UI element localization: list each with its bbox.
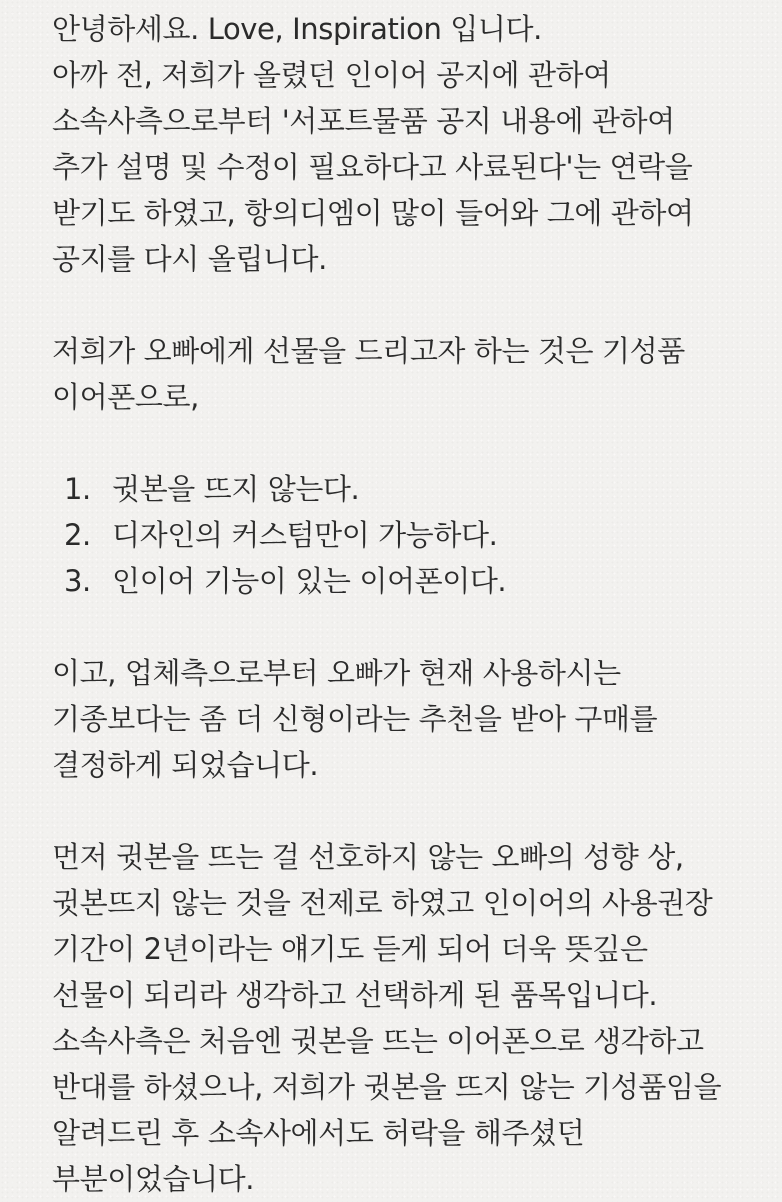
text-line: 추가 설명 및 수정이 필요하다고 사료된다'는 연락을 — [52, 150, 693, 184]
list-item — [52, 558, 766, 604]
paragraph-gift — [52, 328, 766, 420]
text-line: 받기도 하였고, 항의디엠이 많이 들어와 그에 관하여 — [52, 196, 694, 230]
text-line: 결정하게 되었습니다. — [52, 748, 319, 782]
text-line: 먼저 귓본을 뜨는 걸 선호하지 않는 오빠의 성향 상, — [52, 840, 684, 874]
text-line: 기종보다는 좀 더 신형이라는 추천을 받아 구매를 — [52, 702, 658, 736]
list-number: 2. — [64, 518, 91, 552]
text-line: 이고, 업체측으로부터 오빠가 현재 사용하시는 — [52, 656, 621, 690]
text-line: 선물이 되리라 생각하고 선택하게 된 품목입니다. — [52, 978, 658, 1012]
paragraph-spacer — [52, 788, 766, 834]
text-line: 기간이 2년이라는 얘기도 듣게 되어 더욱 뜻깊은 — [52, 932, 648, 966]
text-line: 부분이었습니다. — [52, 1162, 255, 1196]
paragraph-spacer — [52, 420, 766, 466]
list-item — [52, 512, 766, 558]
text-line: 안녕하세요. Love, Inspiration 입니다. — [52, 12, 542, 46]
text-line: 알려드린 후 소속사에서도 허락을 해주셨던 — [52, 1116, 585, 1150]
text-line: 공지를 다시 올립니다. — [52, 242, 327, 276]
text-line: 반대를 하셨으나, 저희가 귓본을 뜨지 않는 기성품임을 — [52, 1070, 722, 1104]
list-text: 인이어 기능이 있는 이어폰이다. — [112, 564, 507, 598]
list-text: 귓본을 뜨지 않는다. — [112, 472, 360, 506]
text-line: 아까 전, 저희가 올렸던 인이어 공지에 관하여 — [52, 58, 611, 92]
text-line: 소속사측은 처음엔 귓본을 뜨는 이어폰으로 생각하고 — [52, 1024, 704, 1058]
text-line: 소속사측으로부터 '서포트물품 공지 내용에 관하여 — [52, 104, 675, 138]
list-number: 1. — [64, 472, 91, 506]
paragraph-spacer — [52, 604, 766, 650]
list-text: 디자인의 커스텀만이 가능하다. — [112, 518, 498, 552]
text-line: 이어폰으로, — [52, 380, 199, 414]
text-line: 저희가 오빠에게 선물을 드리고자 하는 것은 기성품 — [52, 334, 685, 368]
list-item — [52, 466, 766, 512]
text-line: 귓본뜨지 않는 것을 전제로 하였고 인이어의 사용권장 — [52, 886, 713, 920]
paragraph-intro — [52, 6, 766, 282]
numbered-list — [52, 466, 766, 604]
paragraph-reason — [52, 834, 766, 1202]
list-number: 3. — [64, 564, 91, 598]
paragraph-spacer — [52, 282, 766, 328]
paragraph-recommendation — [52, 650, 766, 788]
